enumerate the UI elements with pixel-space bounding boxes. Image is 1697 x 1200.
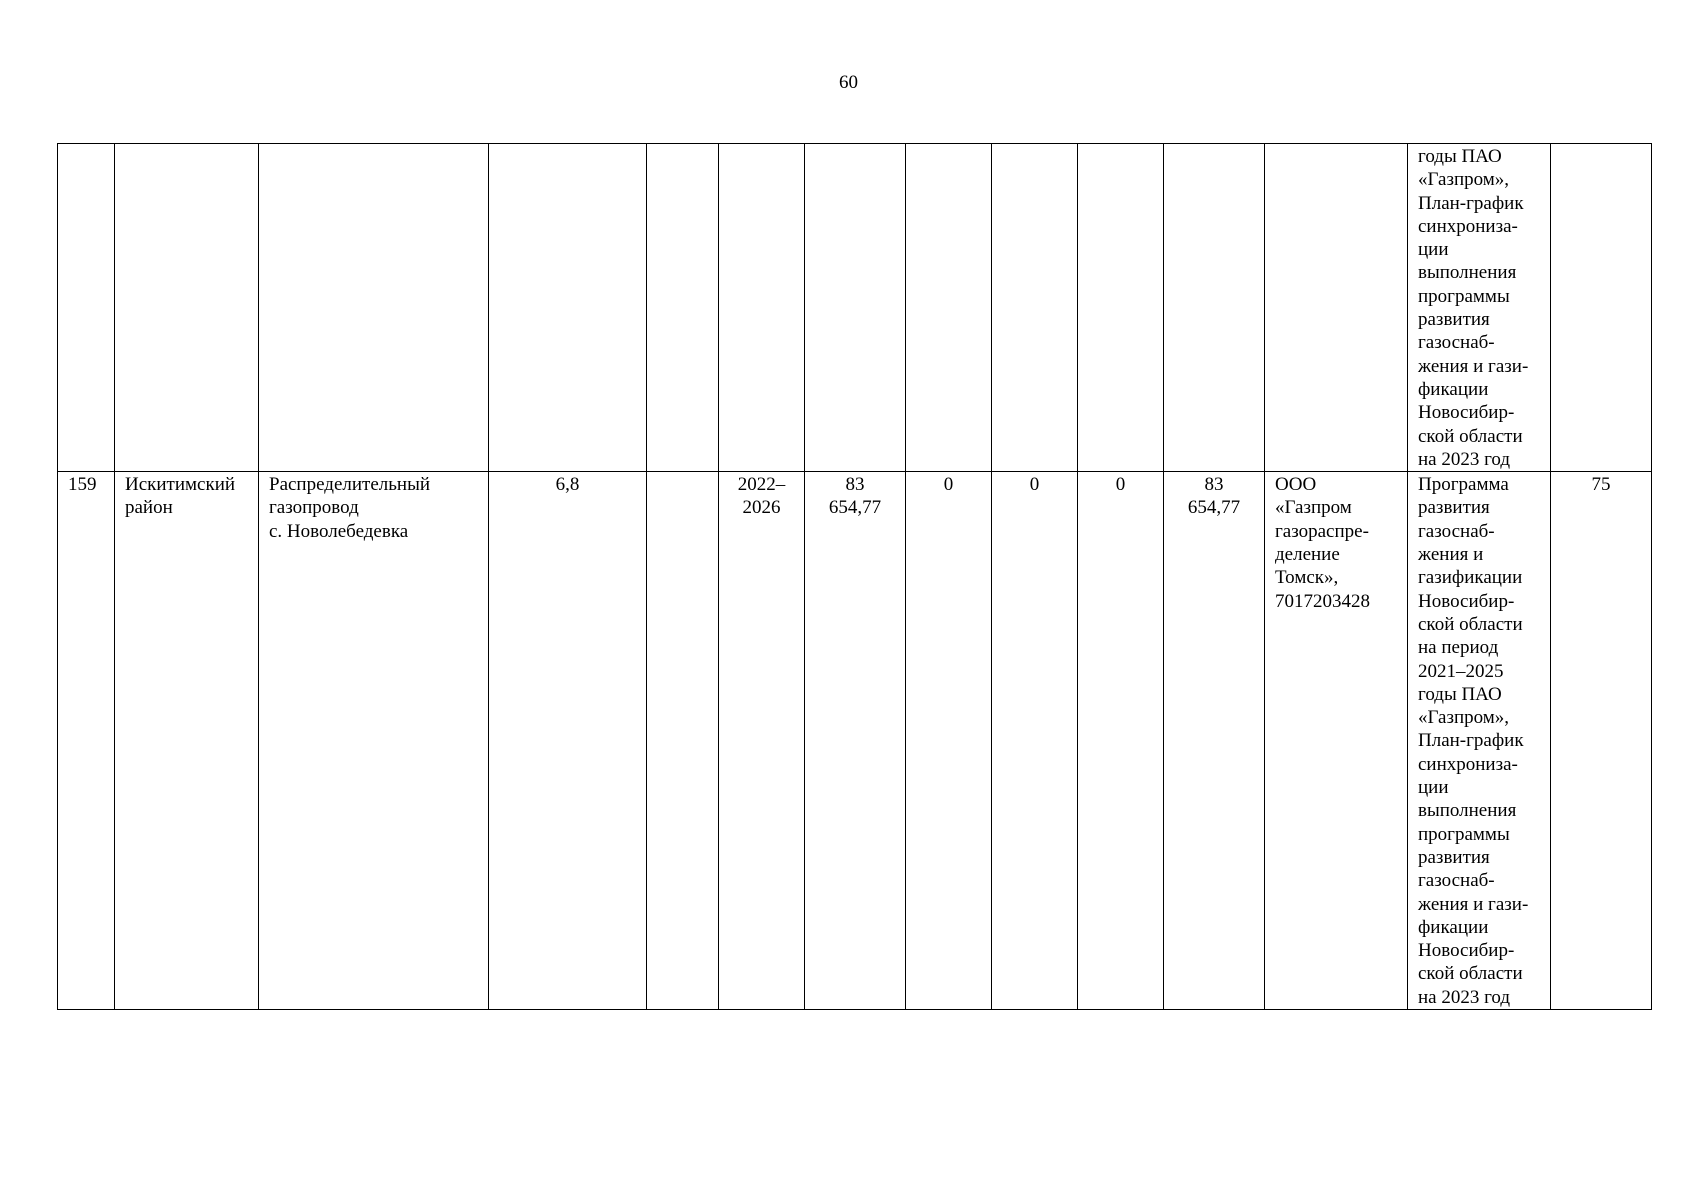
- table-row: [58, 472, 1652, 1010]
- cell-col14: 75: [1551, 472, 1652, 1010]
- cell-col5: [647, 144, 719, 472]
- cell-col10: [1078, 144, 1164, 472]
- page-number: 60: [839, 72, 858, 93]
- cell-col9: 0: [992, 472, 1078, 1010]
- cell-executor: ООО «Газпром газораспре- деление Томск», 7017203428: [1265, 472, 1408, 1010]
- cell-total: 83 654,77: [805, 472, 906, 1010]
- cell-length: [489, 144, 647, 472]
- cell-col10: 0: [1078, 472, 1164, 1010]
- cell-col8: 0: [906, 472, 992, 1010]
- cell-num: 159: [58, 472, 115, 1010]
- cell-col14: [1551, 144, 1652, 472]
- cell-basis: годы ПАО «Газпром», План-график синхрониза- ции выполнения программы развития газоснаб- жения и гази- фикации Новосибир- ской области на 2023 год: [1408, 144, 1551, 472]
- table-row: [58, 144, 1652, 472]
- data-table: [57, 143, 1652, 1010]
- cell-total: [805, 144, 906, 472]
- cell-length: 6,8: [489, 472, 647, 1010]
- cell-object: [259, 144, 489, 472]
- cell-district: [115, 144, 259, 472]
- cell-col5: [647, 472, 719, 1010]
- cell-period: 2022– 2026: [719, 472, 805, 1010]
- cell-col9: [992, 144, 1078, 472]
- cell-period: [719, 144, 805, 472]
- cell-object: Распределительный газопровод с. Новолебедевка: [259, 472, 489, 1010]
- cell-col11: [1164, 144, 1265, 472]
- cell-basis: Программа развития газоснаб- жения и газификации Новосибир- ской области на период 2021–2025 годы ПАО «Газпром», План-график синхрониза- ции выполнения программы развития газоснаб- жения и гази- фикации Новосибир- ской области на 2023 год: [1408, 472, 1551, 1010]
- cell-district: Искитимский район: [115, 472, 259, 1010]
- cell-col11: 83 654,77: [1164, 472, 1265, 1010]
- cell-executor: [1265, 144, 1408, 472]
- cell-col8: [906, 144, 992, 472]
- cell-num: [58, 144, 115, 472]
